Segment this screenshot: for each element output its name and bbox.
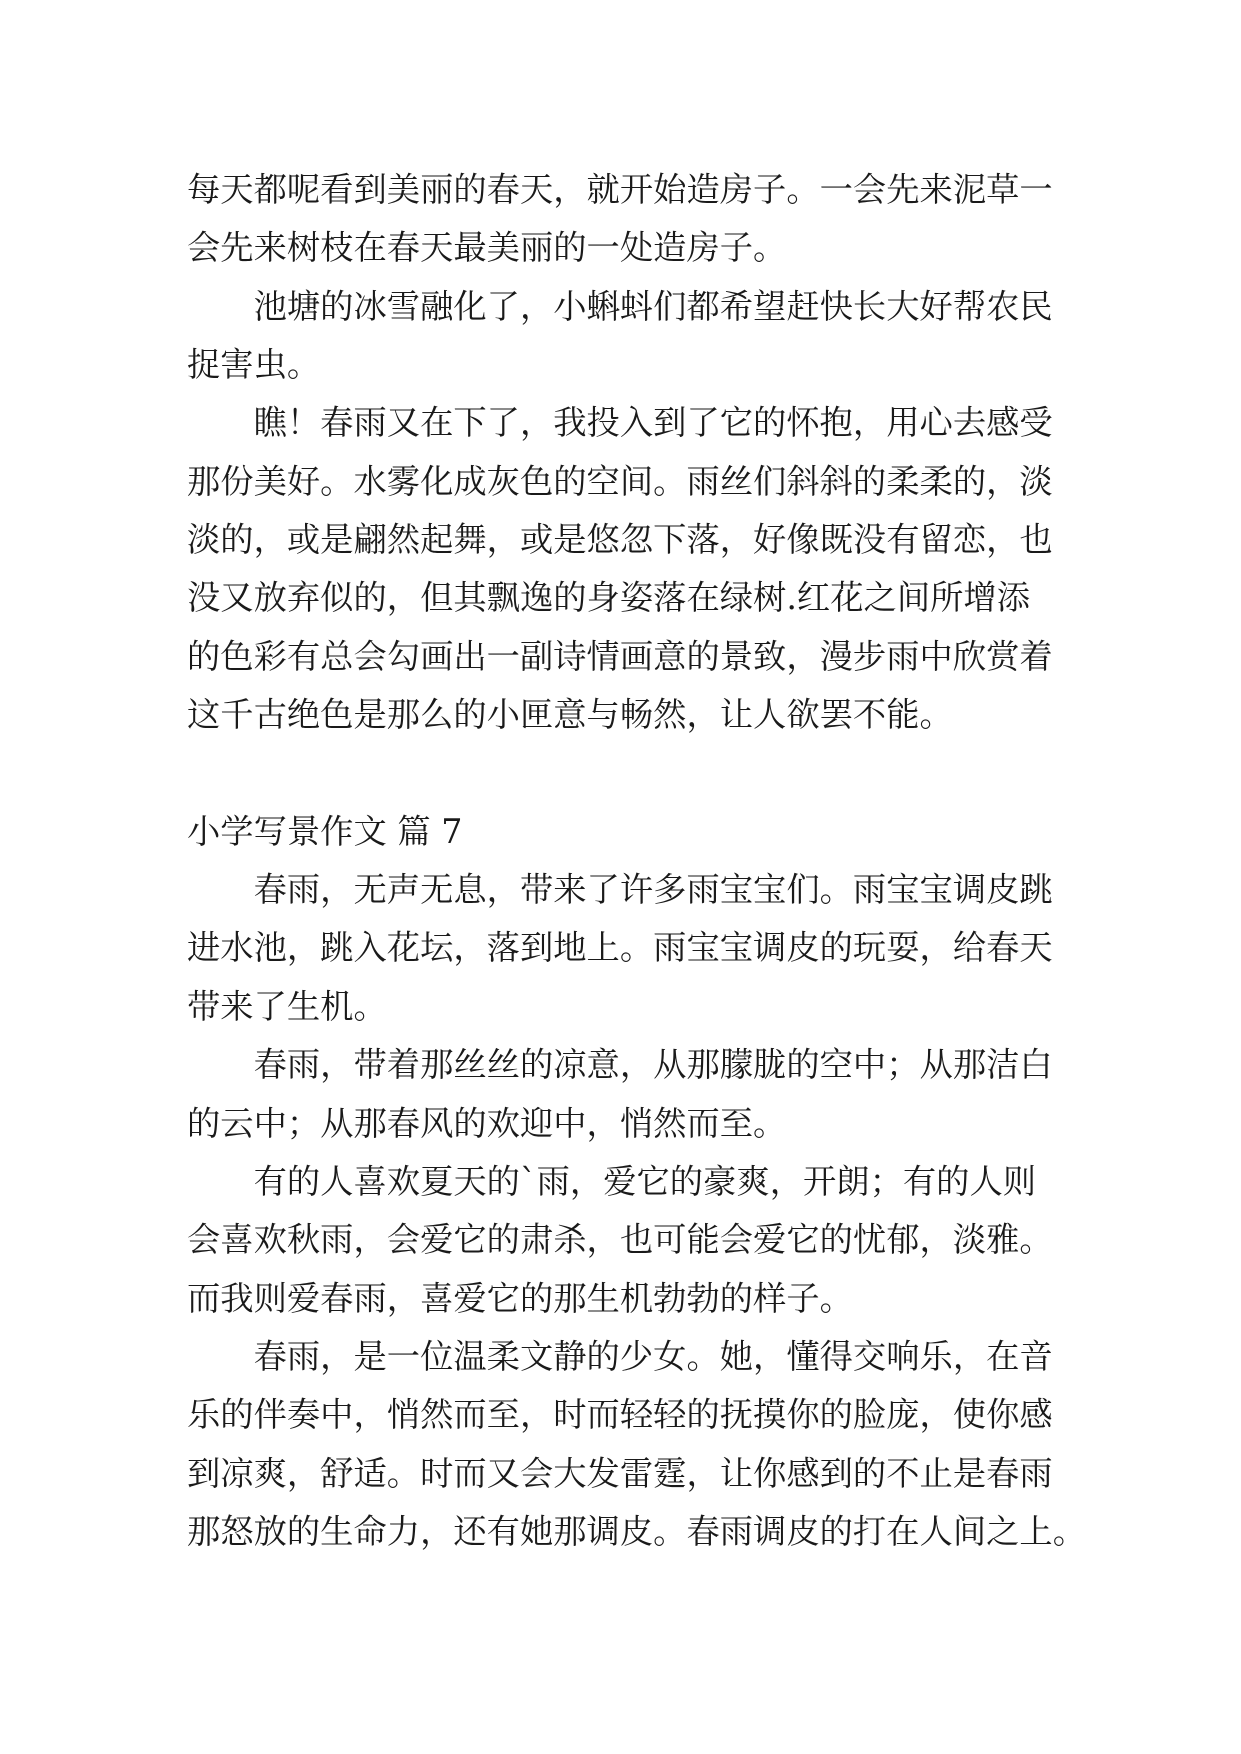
paragraph bbox=[187, 1153, 1107, 1328]
text-line: 乐的伴奏中，悄然而至，时而轻轻的抚摸你的脸庞，使你感 bbox=[187, 1395, 1053, 1435]
text-line: 春雨，无声无息，带来了许多雨宝宝们。雨宝宝调皮跳 bbox=[253, 870, 1053, 910]
text-line: 的色彩有总会勾画出一副诗情画意的景致，漫步雨中欣赏着 bbox=[187, 636, 1053, 676]
text-line: 捉害虫。 bbox=[187, 345, 321, 385]
paragraph bbox=[187, 861, 1107, 1036]
paragraph bbox=[187, 1328, 1107, 1561]
text-line: 进水池，跳入花坛，落到地上。雨宝宝调皮的玩耍，给春天 bbox=[187, 928, 1053, 968]
text-line: 春雨，带着那丝丝的凉意，从那朦胧的空中；从那洁白 bbox=[253, 1045, 1053, 1085]
text-line: 有的人喜欢夏天的`雨，爱它的豪爽，开朗；有的人则 bbox=[253, 1161, 1037, 1201]
text-line: 会先来树枝在春天最美丽的一处造房子。 bbox=[187, 228, 787, 268]
text-line: 那份美好。水雾化成灰色的空间。雨丝们斜斜的柔柔的，淡 bbox=[187, 461, 1053, 501]
text-line: 会喜欢秋雨，会爱它的肃杀，也可能会爱它的忧郁，淡雅。 bbox=[187, 1220, 1053, 1260]
text-line: 的云中；从那春风的欢迎中，悄然而至。 bbox=[187, 1103, 787, 1143]
paragraph bbox=[187, 161, 1107, 278]
text-line: 而我则爱春雨，喜爱它的那生机勃勃的样子。 bbox=[187, 1278, 853, 1318]
essay-heading: 小学写景作文 篇 7 bbox=[187, 811, 463, 851]
text-line: 瞧！春雨又在下了，我投入到了它的怀抱，用心去感受 bbox=[253, 403, 1053, 443]
paragraph bbox=[187, 1036, 1107, 1153]
text-line: 带来了生机。 bbox=[187, 986, 387, 1026]
paragraph bbox=[187, 278, 1107, 395]
text-line: 淡的，或是翩然起舞，或是悠忽下落，好像既没有留恋，也 bbox=[187, 520, 1053, 560]
text-line: 每天都呢看到美丽的春天，就开始造房子。一会先来泥草一 bbox=[187, 170, 1053, 209]
text-line: 这千古绝色是那么的小匣意与畅然，让人欲罢不能。 bbox=[187, 695, 953, 735]
paragraph bbox=[187, 394, 1107, 744]
document-text-body bbox=[187, 161, 1107, 1561]
text-line: 没又放弃似的，但其飘逸的身姿落在绿树.红花之间所增添 bbox=[187, 578, 1031, 618]
text-line: 池塘的冰雪融化了，小蝌蚪们都希望赶快长大好帮农民 bbox=[253, 286, 1053, 326]
text-line: 春雨，是一位温柔文静的少女。她，懂得交响乐，在音 bbox=[253, 1336, 1053, 1376]
text-line: 那怒放的生命力，还有她那调皮。春雨调皮的打在人间之上。 bbox=[187, 1511, 1087, 1551]
text-line: 到凉爽，舒适。时而又会大发雷霆，让你感到的不止是春雨 bbox=[187, 1453, 1053, 1493]
